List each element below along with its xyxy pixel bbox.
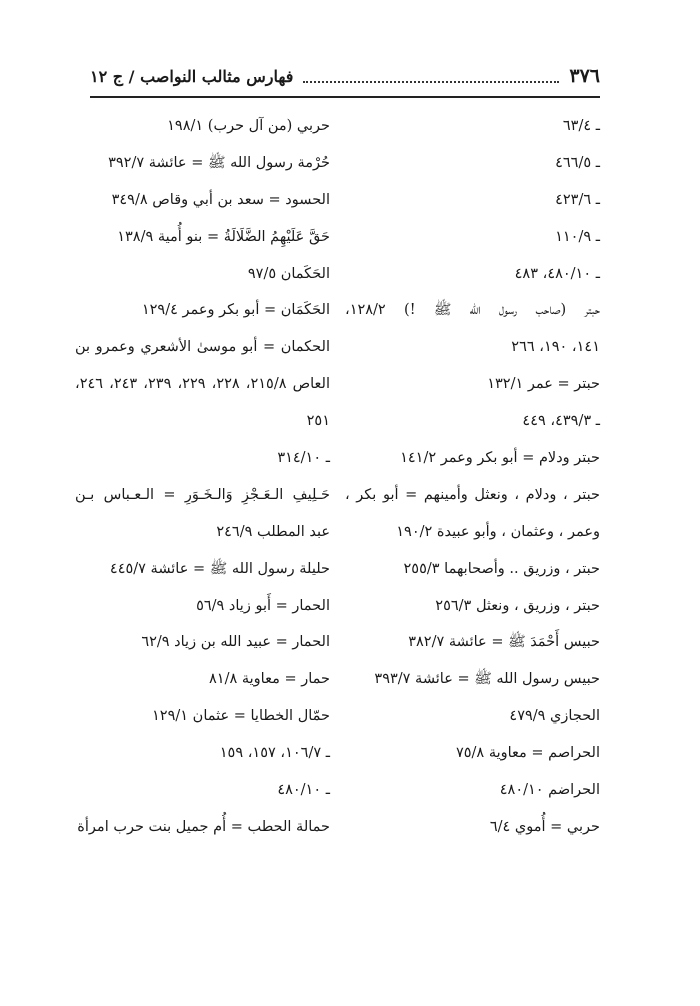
index-entry: الحجازي ٤٧٩/٩ (509, 708, 600, 725)
index-column-right (345, 108, 600, 846)
index-entry: الحمار = عبيد الله بن زياد ٦٢/٩ (141, 634, 330, 651)
page-number: ٣٧٦ (569, 65, 600, 87)
index-entry-continuation: ١٤١، ١٩٠، ٢٦٦ (511, 339, 600, 356)
index-entry-continuation: عبد المطلب ٢٤٦/٩ (216, 523, 330, 540)
index-entry: الحسود = سعد بن أبي وقاص ٣٤٩/٨ (111, 191, 330, 208)
index-entry: الحَكَمَان = أبو بكر وعمر ١٢٩/٤ (141, 302, 330, 319)
index-entry: الحراضم ٤٨٠/١٠ (499, 782, 600, 799)
index-entry: حبتر ، ودلام ، ونعثل وأمينهم = أبو بكر ، (345, 486, 600, 503)
index-entry: الحَكَمان ٩٧/٥ (247, 265, 330, 282)
index-entry: حبتر ، وزريق .. وأصحابهما ٢٥٥/٣ (403, 560, 600, 577)
index-entry: ـ ١١٠/٩ (555, 228, 600, 245)
index-entry: حبتر = عمر ١٣٢/١ (487, 376, 600, 393)
index-entry: حُرْمة رسول الله ﷺ = عائشة ٣٩٢/٧ (108, 154, 330, 171)
index-entry-continuation: العاص ٢١٥/٨، ٢٢٨، ٢٢٩، ٢٣٩، ٢٤٣، ٢٤٦، (75, 376, 330, 393)
index-entry: ـ ٤٨٠/١٠ (277, 782, 330, 799)
index-entry: ـ ٤٦٦/٥ (555, 154, 600, 171)
index-entry: ـ ٤٣٩/٣، ٤٤٩ (522, 413, 600, 430)
index-entry: ـ ١٠٦/٧، ١٥٧، ١٥٩ (219, 745, 330, 762)
header-dot-leader (303, 81, 559, 83)
index-entry: ـ ٤٨٠/١٠، ٤٨٣ (514, 265, 600, 282)
index-entry: حبيس رسول الله ﷺ = عائشة ٣٩٣/٧ (374, 671, 600, 688)
index-entry: الحمار = أَبو زياد ٥٦/٩ (196, 597, 330, 614)
index-entry: حليلة رسول الله ﷺ = عائشة ٤٤٥/٧ (109, 560, 330, 577)
index-entry-continuation: ٢٥١ (306, 413, 330, 430)
index-entry: حبتر (صاحب رسول الله ﷺ !) ١٢٨/٢، (345, 302, 600, 319)
index-entry: ـ ٣١٤/١٠ (277, 450, 330, 467)
index-entry: الحكمان = أبو موسىٰ الأشعري وعمرو بن (75, 339, 330, 356)
index-entry: حبيس أَحْمَدَ ﷺ = عائشة ٣٨٢/٧ (408, 634, 600, 651)
index-entry: حربي (من آل حرب) ١٩٨/١ (167, 118, 330, 134)
index-column-left (75, 108, 330, 846)
index-entry: حمالة الحطب = أُم جميل بنت حرب امرأة (77, 818, 330, 835)
index-entry: حمار = معاوية ٨١/٨ (209, 671, 330, 688)
index-entry: الحراصم = معاوية ٧٥/٨ (455, 745, 600, 762)
index-entry: حَقَّ عَلَيْهِمُ الضَّلَالَةُ = بنو أُمية ١٣٨/٩ (117, 228, 330, 245)
index-entry: ـ ٤٢٣/٦ (555, 191, 600, 208)
header-rule (90, 96, 600, 98)
running-header (90, 58, 600, 94)
index-entry: حَـلِيفِ الـعَـجْزِ وَالـخَـوَرِ = الـعـباس بـن (75, 486, 330, 503)
index-entry: ـ ٦٣/٤ (562, 118, 600, 134)
index-entry: حمّال الخطايا = عثمان ١٢٩/١ (152, 708, 330, 725)
index-entry: حبتر ، وزريق ، ونعثل ٢٥٦/٣ (435, 597, 600, 614)
index-entry: حربي = أُموي ٦/٤ (489, 818, 600, 835)
index-entry: حبتر ودلام = أبو بكر وعمر ١٤١/٢ (400, 450, 600, 467)
index-entry-continuation: وعمر ، وعثمان ، وأبو عبيدة ١٩٠/٢ (396, 523, 600, 540)
header-title: فهارس مثالب النواصب / ج ١٢ (90, 66, 294, 86)
